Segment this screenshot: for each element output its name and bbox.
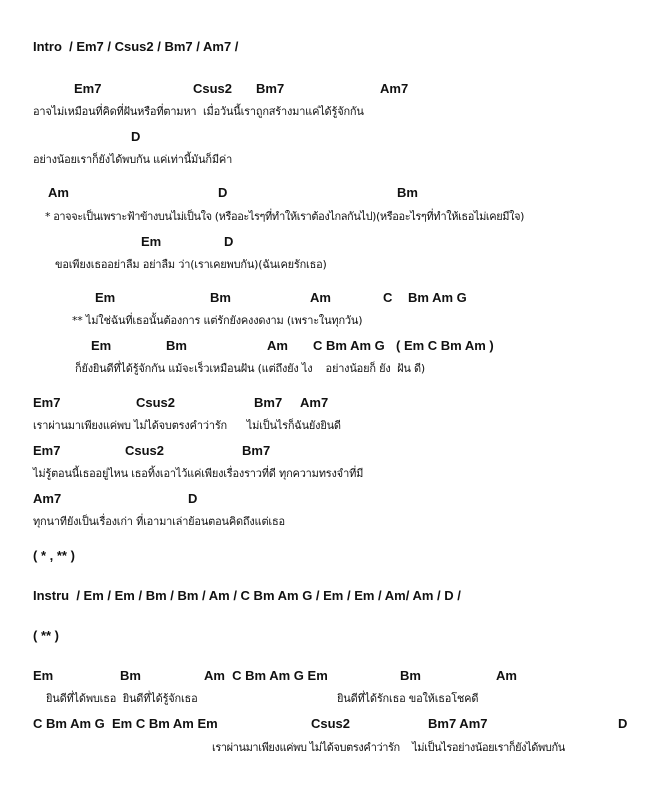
- chord: ( Em C Bm Am ): [396, 338, 494, 353]
- verse2-lyric-2: ไม่รู้ตอนนี้เธออยู่ไหน เธอทิ้งเอาไว้แค่เพียงเรื่องราวที่ดี ทุกความทรงจำที่มี: [33, 467, 364, 480]
- chord: Bm: [400, 668, 421, 683]
- chord: C: [383, 290, 393, 305]
- chord: C Bm Am G: [313, 338, 385, 353]
- chord: Csus2: [125, 443, 165, 458]
- chord: D: [218, 185, 228, 200]
- chord: Bm: [166, 338, 187, 353]
- chorus-lyric-1: ** ไม่ใช่ฉันที่เธอนั้นต้องการ แต่รักยังคงงดงาม (เพราะในทุกวัน): [72, 314, 363, 327]
- chorus-chords-1: [0, 291, 670, 305]
- chord: Bm7: [242, 443, 271, 458]
- chord: Bm7: [256, 81, 285, 96]
- chord: Am7: [380, 81, 409, 96]
- verse1-lyric-1: อาจไม่เหมือนที่คิดที่ฝันหรือที่ตามหา เมื่อวันนี้เราถูกสร้างมาแค่ได้รู้จักกัน: [33, 105, 364, 118]
- chorus-lyric-2: ก็ยังยินดีที่ได้รู้จักกัน แม้จะเร็วเหมือนฝัน (แต่ถึงยัง ไง อย่างน้อยก็ ยัง ฝัน ดี): [75, 362, 425, 375]
- outro-chords-2: [0, 717, 670, 731]
- verse1-chords-2: [0, 130, 670, 144]
- chord: Bm7 Am7: [428, 716, 488, 731]
- outro-lyric-1b: ยินดีที่ได้รักเธอ ขอให้เธอโชคดี: [337, 692, 479, 705]
- chord: Em: [141, 234, 162, 249]
- chord: Am: [310, 290, 331, 305]
- outro-lyric-2: เราผ่านมาเพียงแค่พบ ไม่ได้จบตรงคำว่ารัก ไม่เป็นไรอย่างน้อยเราก็ยังได้พบกัน: [212, 741, 565, 754]
- chord: Em7: [33, 395, 61, 410]
- outro-lyric-1: [0, 693, 670, 707]
- pre-chorus-lyric-2: ขอเพียงเธออย่าลืม อย่าลืม ว่า(เราเคยพบกัน)(ฉันเคยรักเธอ): [55, 258, 327, 271]
- chord: Csus2: [136, 395, 176, 410]
- chord: Am C Bm Am G Em: [204, 668, 328, 683]
- chord: Bm: [120, 668, 141, 683]
- chord: Bm: [397, 185, 418, 200]
- chord: Am7: [33, 491, 62, 506]
- pre-chorus-chords-1: [0, 186, 670, 200]
- chord: Em: [91, 338, 112, 353]
- verse2-chords-1: [0, 396, 670, 410]
- chord: Em: [33, 668, 54, 683]
- chord: Csus2: [193, 81, 233, 96]
- chord: Bm Am G: [408, 290, 467, 305]
- chorus-chords-2: [0, 339, 670, 353]
- chord: Csus2: [311, 716, 351, 731]
- chord: Am7: [300, 395, 329, 410]
- verse2-chords-3: [0, 492, 670, 506]
- intro-line: Intro / Em7 / Csus2 / Bm7 / Am7 /: [33, 39, 239, 54]
- chord: D: [618, 716, 628, 731]
- instrumental-line: Instru / Em / Em / Bm / Bm / Am / C Bm Am G / Em / Em / Am/ Am / D /: [33, 588, 461, 603]
- verse2-chords-2: [0, 444, 670, 458]
- outro-lyric-1a: ยินดีที่ได้พบเธอ ยินดีที่ได้รู้จักเธอ: [46, 692, 198, 705]
- verse2-lyric-1: เราผ่านมาเพียงแค่พบ ไม่ได้จบตรงคำว่ารัก ไม่เป็นไรก็ฉันยังยินดี: [33, 419, 341, 432]
- chord: Em: [95, 290, 116, 305]
- chord: Bm: [210, 290, 231, 305]
- chord: Am: [48, 185, 69, 200]
- chord: D: [224, 234, 234, 249]
- chord: Em7: [33, 443, 61, 458]
- verse2-lyric-3: ทุกนาทียังเป็นเรื่องเก่า ที่เอามาเล่าย้อนตอนคิดถึงแต่เธอ: [33, 515, 285, 528]
- section-marker-repeat: ( * , ** ): [33, 548, 75, 563]
- chord: D: [188, 491, 198, 506]
- chord: D: [131, 129, 141, 144]
- chord: Bm7: [254, 395, 283, 410]
- chord: Am: [267, 338, 288, 353]
- verse1-chords-1: [0, 82, 670, 96]
- chord: Am: [496, 668, 517, 683]
- pre-chorus-lyric-1: * อาจจะเป็นเพราะฟ้าข้างบนไม่เป็นใจ (หรืออะไรๆที่ทำให้เราต้องไกลกันไป)(หรืออะไรๆที่ทำให้เธอไม่เคยมีใจ): [45, 210, 525, 223]
- outro-chords-1: [0, 669, 670, 683]
- verse1-lyric-2: อย่างน้อยเราก็ยังได้พบกัน แค่เท่านี้มันก็มีค่า: [33, 153, 233, 166]
- section-marker-chorus: ( ** ): [33, 628, 59, 643]
- chord: C Bm Am G Em C Bm Am Em: [33, 716, 218, 731]
- pre-chorus-chords-2: [0, 235, 670, 249]
- chord: Em7: [74, 81, 102, 96]
